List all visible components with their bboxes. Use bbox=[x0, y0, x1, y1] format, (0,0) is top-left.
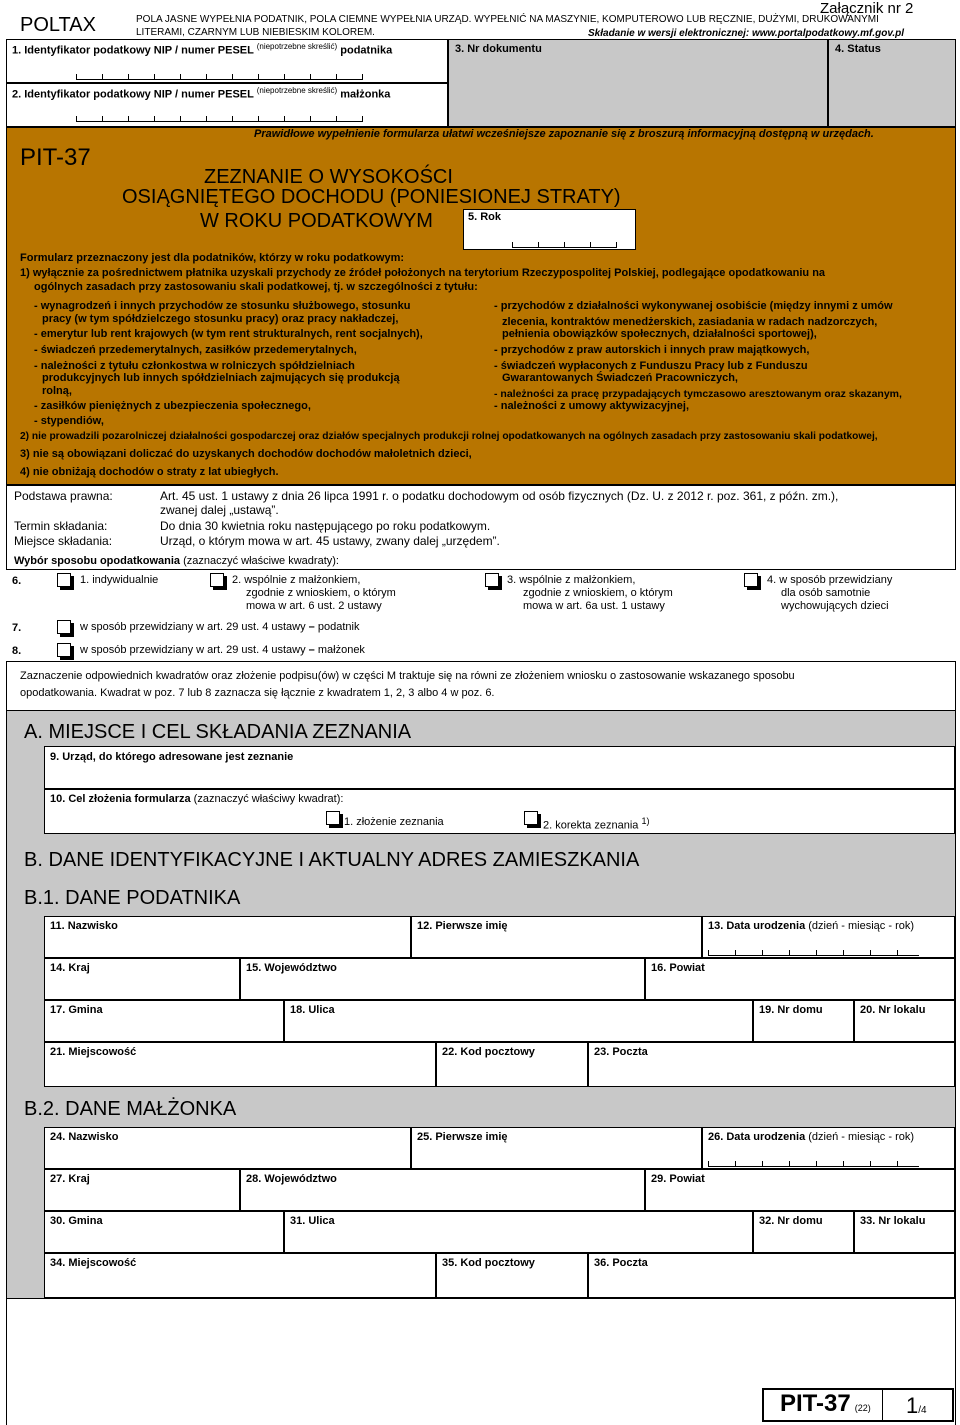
method-7-label: w sposób przewidziany w art. 29 ust. 4 ustawy – podatnik bbox=[80, 621, 360, 633]
field-1-label: 1. Identyfikator podatkowy NIP / numer PESEL $^{(niepotrzebne skreślić)}$ podatnika bbox=[12, 42, 393, 57]
right-item-4: - świadczeń wypłaconych z Funduszu Pracy lub z Funduszu bbox=[494, 360, 808, 372]
field-20-label: 20. Nr lokalu bbox=[860, 1004, 926, 1016]
field-2-label: 2. Identyfikator podatkowy NIP / numer PESEL $^{(niepotrzebne skreślić)}$ małżonka bbox=[12, 86, 391, 101]
field-4-label: 4. Status bbox=[835, 43, 881, 55]
field-23-label: 23. Poczta bbox=[594, 1046, 648, 1058]
field-9-label: 9. Urząd, do którego adresowane jest zeznanie bbox=[50, 751, 294, 763]
field-24-label: 24. Nazwisko bbox=[50, 1131, 119, 1143]
section-b2-title: B.2. DANE MAŁŻONKA bbox=[24, 1098, 237, 1120]
purpose-correction-label: 2. korekta zeznania $^{1)}$ bbox=[543, 816, 650, 832]
place-text: Urząd, o którym mowa w art. 45 ustawy, zwany dalej „urzędem”. bbox=[160, 534, 500, 548]
left-item-8: - stypendiów, bbox=[34, 415, 104, 427]
method-number-8: 8. bbox=[12, 645, 22, 657]
field-36-label: 36. Poczta bbox=[594, 1257, 648, 1269]
field-21-label: 21. Miejscowość bbox=[50, 1046, 137, 1058]
purpose-submit-checkbox[interactable] bbox=[326, 811, 340, 825]
method-1-label: 1. indywidualnie bbox=[80, 574, 159, 586]
method-4-checkbox[interactable] bbox=[744, 573, 758, 587]
spouse-birth-date-ticks bbox=[708, 1161, 919, 1167]
left-item-0: - wynagrodzeń i innych przychodów ze stosunku służbowego, stosunku bbox=[34, 300, 411, 312]
form-bottom-border bbox=[6, 1298, 956, 1299]
condition-3: 3) nie są obowiązani doliczać do uzyskanych dochodów dochodów małoletnich dzieci, bbox=[20, 448, 472, 460]
nip-taxpayer-ticks bbox=[76, 74, 363, 80]
method-3-label-b: zgodnie z wnioskiem, o którym bbox=[523, 587, 673, 599]
field-34-label: 34. Miejscowość bbox=[50, 1257, 137, 1269]
field-33-label: 33. Nr lokalu bbox=[860, 1215, 926, 1227]
method-3-checkbox[interactable] bbox=[485, 573, 499, 587]
condition-4: 4) nie obniżają dochodów o straty z lat ubiegłych. bbox=[20, 466, 279, 478]
basis-text-1: Art. 45 ust. 1 ustawy z dnia 26 lipca 1991 r. o podatku dochodowym od osób fizycznych (Dz. U. z 2012 r. poz. 361, z późn. zm.), bbox=[160, 489, 839, 503]
section-b1-title: B.1. DANE PODATNIKA bbox=[24, 887, 241, 909]
field-26-label: 26. Data urodzenia (dzień - miesiąc - rok) bbox=[708, 1131, 915, 1143]
field-29-label: 29. Powiat bbox=[651, 1173, 705, 1185]
method-1-checkbox[interactable] bbox=[57, 573, 71, 587]
method-4-label-a: 4. w sposób przewidziany bbox=[767, 574, 893, 586]
field-12-label: 12. Pierwsze imię bbox=[417, 920, 508, 932]
field-27-label: 27. Kraj bbox=[50, 1173, 90, 1185]
condition-1b: ogólnych zasadach przy zastosowaniu skali podatkowej, tj. w szczególności z tytułu: bbox=[34, 281, 478, 293]
field-35-label: 35. Kod pocztowy bbox=[442, 1257, 535, 1269]
left-item-7: - zasiłków pieniężnych z ubezpieczenia społecznego, bbox=[34, 400, 311, 412]
method-7-checkbox[interactable] bbox=[57, 620, 71, 634]
form-title-line1: ZEZNANIE O WYSOKOŚCI bbox=[204, 166, 453, 188]
method-4-label-c: wychowujących dzieci bbox=[781, 600, 889, 612]
method-number-7: 7. bbox=[12, 622, 22, 634]
right-item-2: pełnienia obowiązków społecznych, działalności sportowej), bbox=[502, 328, 817, 340]
left-item-2: - emerytur lub rent krajowych (w tym rent strukturalnych, rent socjalnych), bbox=[34, 328, 423, 340]
purpose-correction-checkbox[interactable] bbox=[524, 811, 538, 825]
deadline-text: Do dnia 30 kwietnia roku następującego po roku podatkowym. bbox=[160, 519, 491, 533]
method-8-label: w sposób przewidziany w art. 29 ust. 4 ustawy – małżonek bbox=[80, 644, 365, 656]
right-item-3: - przychodów z praw autorskich i innych praw majątkowych, bbox=[494, 344, 810, 356]
field-16-label: 16. Powiat bbox=[651, 962, 705, 974]
footer-code: PIT-37 (22) bbox=[780, 1390, 871, 1417]
method-2-label-a: 2. wspólnie z małżonkiem, bbox=[232, 574, 361, 586]
field-11-label: 11. Nazwisko bbox=[50, 920, 118, 932]
spouse-street-field[interactable] bbox=[284, 1211, 753, 1253]
right-item-6: - należności za pracę przypadających tymczasowo aresztowanym oraz skazanym, bbox=[494, 388, 902, 400]
method-note-2: opodatkowania. Kwadrat w poz. 7 lub 8 zaznacza się łącznie z kwadratem 1, 2, 3 albo 4 w poz. 6. bbox=[20, 687, 495, 699]
electronic-filing: Składanie w wersji elektronicznej: www.portalpodatkowy.mf.gov.pl bbox=[588, 28, 904, 39]
method-8-checkbox[interactable] bbox=[57, 643, 71, 657]
field-17-label: 17. Gmina bbox=[50, 1004, 103, 1016]
footer-page: 1/4 bbox=[906, 1393, 927, 1418]
section-b-title: B. DANE IDENTYFIKACYJNE I AKTUALNY ADRES ZAMIESZKANIA bbox=[24, 849, 640, 871]
field-14-label: 14. Kraj bbox=[50, 962, 90, 974]
method-title: Wybór sposobu opodatkowania (zaznaczyć właściwe kwadraty): bbox=[14, 555, 339, 567]
right-item-7: - należności z umowy aktywizacyjnej, bbox=[494, 400, 690, 412]
method-3-label-a: 3. wspólnie z małżonkiem, bbox=[507, 574, 636, 586]
left-item-6: rolną, bbox=[42, 385, 72, 397]
place-label: Miejsce składania: bbox=[14, 534, 113, 548]
method-2-checkbox[interactable] bbox=[210, 573, 224, 587]
method-2-label-b: zgodnie z wnioskiem, o którym bbox=[246, 587, 396, 599]
field-18-label: 18. Ulica bbox=[290, 1004, 335, 1016]
field-28-label: 28. Województwo bbox=[246, 1173, 337, 1185]
left-item-3: - świadczeń przedemerytalnych, zasiłków przedemerytalnych, bbox=[34, 344, 357, 356]
method-4-label-b: dla osób samotnie bbox=[781, 587, 871, 599]
instruction-line2: LITERAMI, CZARNYM LUB NIEBIESKIM KOLOREM. bbox=[136, 27, 375, 38]
left-item-5: produkcyjnych lub innych spółdzielniach zajmujących się produkcją bbox=[42, 372, 400, 384]
form-code: PIT-37 bbox=[20, 144, 91, 171]
purpose-submit-label: 1. złożenie zeznania bbox=[344, 816, 444, 828]
right-item-5: Gwarantowanych Świadczeń Pracowniczych, bbox=[502, 372, 738, 384]
birth-date-ticks bbox=[708, 950, 919, 956]
method-3-label-c: mowa w art. 6a ust. 1 ustawy bbox=[523, 600, 665, 612]
right-item-0: - przychodów z działalności wykonywanej osobiście (między innymi z umów bbox=[494, 300, 893, 312]
field-10-label: 10. Cel złożenia formularza (zaznaczyć właściwy kwadrat): bbox=[50, 793, 344, 805]
instruction-line1: POLA JASNE WYPEŁNIA PODATNIK, POLA CIEMNE WYPEŁNIA URZĄD. WYPEŁNIĆ NA MASZYNIE, KOMPUTEROWO LUB RĘCZNIE, DUŻYMI, DRUKOWANYMI bbox=[136, 14, 879, 25]
brand: POLTAX bbox=[20, 14, 96, 36]
footer-divider bbox=[882, 1388, 883, 1422]
field-13-label: 13. Data urodzenia (dzień - miesiąc - rok) bbox=[708, 920, 915, 932]
condition-2: 2) nie prowadzili pozarolniczej działalności gospodarczej oraz działów specjalnych produkcji rolnej opodatkowanych na ogólnych zasadach przy zastosowaniu skali podatkowej, bbox=[20, 431, 878, 442]
street-field[interactable] bbox=[284, 1000, 753, 1042]
field-19-label: 19. Nr domu bbox=[759, 1004, 823, 1016]
field-22-label: 22. Kod pocztowy bbox=[442, 1046, 535, 1058]
nip-spouse-ticks bbox=[76, 116, 363, 122]
form-title-line3: W ROKU PODATKOWYM bbox=[200, 210, 433, 232]
form-title-line2: OSIĄGNIĘTEGO DOCHODU (PONIESIONEJ STRATY) bbox=[122, 186, 621, 208]
year-label: 5. Rok bbox=[468, 211, 502, 223]
basis-label: Podstawa prawna: bbox=[14, 489, 113, 503]
right-item-1: zlecenia, kontraktów menedżerskich, zasiadania w radach nadzorczych, bbox=[502, 316, 878, 328]
condition-1a: 1) wyłącznie za pośrednictwem płatnika uzyskali przychody ze źródeł położonych na terytorium Rzeczypospolitej Polskiej, podlegające opodatkowaniu na bbox=[20, 267, 826, 279]
field-30-label: 30. Gmina bbox=[50, 1215, 103, 1227]
field-32-label: 32. Nr domu bbox=[759, 1215, 823, 1227]
left-item-1: pracy (w tym spółdzielczego stosunku pracy) oraz pracy nakładczej, bbox=[42, 313, 399, 325]
year-ticks bbox=[512, 242, 617, 248]
field-15-label: 15. Województwo bbox=[246, 962, 337, 974]
left-item-4: - należności z tytułu członkostwa w rolniczych spółdzielniach bbox=[34, 360, 355, 372]
form-hint: Prawidłowe wypełnienie formularza ułatwi wcześniejsze zapoznanie się z broszurą informacyjną dostępną w urzędach. bbox=[254, 128, 874, 140]
annex-label: Załącznik nr 2 bbox=[820, 0, 914, 17]
deadline-label: Termin składania: bbox=[14, 519, 108, 533]
field-25-label: 25. Pierwsze imię bbox=[417, 1131, 508, 1143]
method-2-label-c: mowa w art. 6 ust. 2 ustawy bbox=[246, 600, 382, 612]
intended-text: Formularz przeznaczony jest dla podatników, którzy w roku podatkowym: bbox=[20, 252, 405, 264]
field-3-label: 3. Nr dokumentu bbox=[455, 43, 542, 55]
section-a-title: A. MIEJSCE I CEL SKŁADANIA ZEZNANIA bbox=[24, 721, 412, 743]
field-31-label: 31. Ulica bbox=[290, 1215, 335, 1227]
basis-text-2: zwanej dalej „ustawą”. bbox=[160, 503, 279, 517]
method-note-1: Zaznaczenie odpowiednich kwadratów oraz złożenie podpisu(ów) w części M traktuje się na równi ze złożeniem wniosku o zastosowanie wskazanego sposobu bbox=[20, 670, 795, 682]
method-number-6: 6. bbox=[12, 575, 22, 587]
